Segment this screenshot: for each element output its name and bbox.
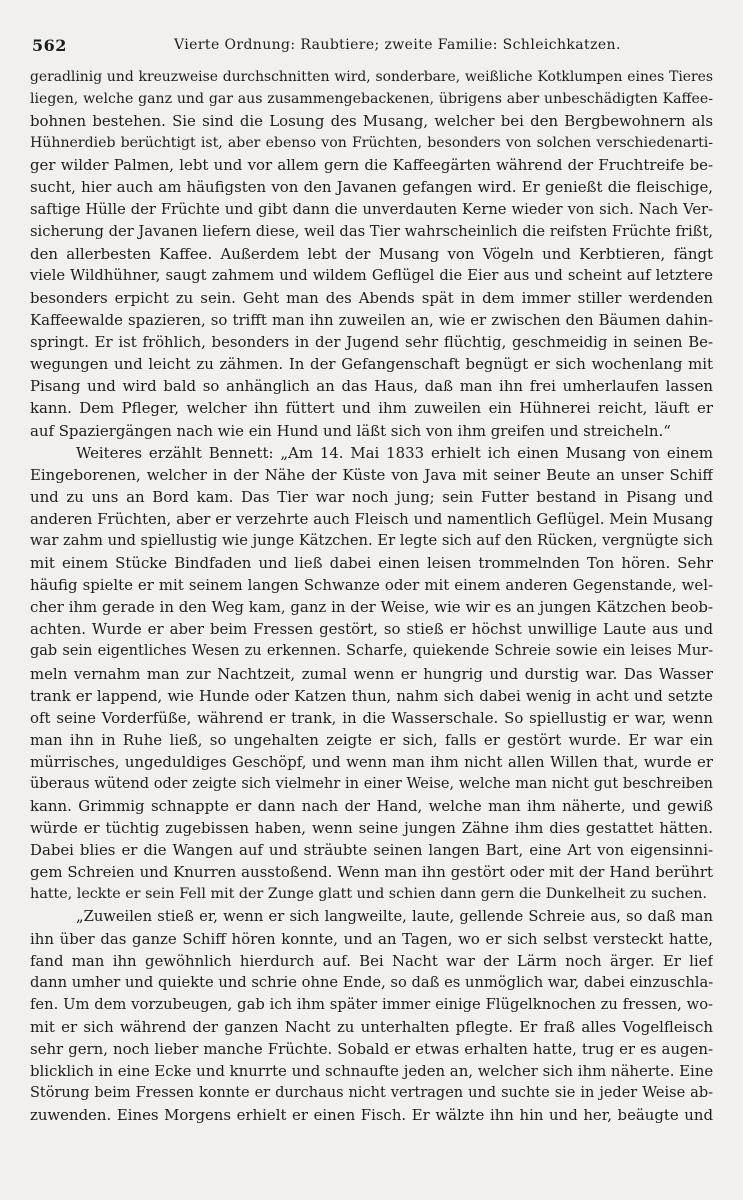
text-line: dann umher und quiekte und schrie ohne Ende, so daß es unmöglich war, dabei einzuschla- <box>30 973 713 991</box>
running-head: Vierte Ordnung: Raubtiere; zweite Familie: Schleichkatzen. <box>174 37 621 53</box>
text-line: mit einem Stücke Bindfaden und ließ dabei einen leisen trommelnden Ton hören. Sehr <box>30 554 713 573</box>
text-line: wegungen und leicht zu zähmen. In der Gefangenschaft begnügt er sich wochenlang mit <box>30 355 713 374</box>
text-line: besonders erpicht zu sein. Geht man des Abends spät in dem immer stiller werdenden <box>30 288 713 307</box>
text-line: würde er tüchtig zugebissen haben, wenn seine jungen Zähne ihm dies gestattet hätten. <box>30 819 713 838</box>
text-line: gem Schreien und Knurren ausstoßend. Wenn man ihn gestört oder mit der Hand berührt <box>30 863 713 882</box>
text-line: viele Wildhühner, saugt zahmem und wildem Geflügel die Eier aus und scheint auf letztere <box>30 266 713 284</box>
text-line: Hühnerdieb berüchtigt ist, aber ebenso von Früchten, besonders von solchen verschiedenarti- <box>30 135 713 152</box>
text-line: häufig spielte er mit seinem langen Schwanze oder mit einem anderen Gegenstande, wel- <box>30 576 713 595</box>
page-number: 562 <box>32 36 67 55</box>
text-line: gab sein eigentliches Wesen zu erkennen. Scharfe, quiekende Schreie sowie ein leises Mur- <box>30 643 713 660</box>
text-line: und zu uns an Bord kam. Das Tier war noch jung; sein Futter bestand in Pisang und <box>30 487 713 506</box>
text-line: oft seine Vorderfüße, während er trank, in die Wasserschale. So spiellustig er war, wenn <box>30 708 713 727</box>
text-line: sicherung der Javanen liefern diese, weil das Tier wahrscheinlich die reifsten Früchte frißt, <box>30 222 713 240</box>
text-line: bohnen bestehen. Sie sind die Losung des Musang, welcher bei den Bergbewohnern als <box>30 112 713 131</box>
text-line: meln vernahm man zur Nachtzeit, zumal wenn er hungrig und durstig war. Das Wasser <box>30 664 713 683</box>
text-line: zuwenden. Eines Morgens erhielt er einen Fisch. Er wälzte ihn hin und her, beäugte und <box>30 1106 713 1125</box>
text-line: Störung beim Fressen konnte er durchaus nicht vertragen und suchte sie in jeder Weise ab- <box>30 1085 713 1102</box>
text-line: geradlinig und kreuzweise durchschnitten wird, sonderbare, weißliche Kotklumpen eines Tieres <box>30 69 713 85</box>
text-line: cher ihm gerade in den Weg kam, ganz in der Weise, wie wir es an jungen Kätzchen beob- <box>30 598 713 617</box>
text-line: den allerbesten Kaffee. Außerdem lebt der Musang von Vögeln und Kerbtieren, fängt <box>30 244 713 263</box>
text-line: sucht, hier auch am häufigsten von den Javanen gefangen wird. Er genießt die fleischige, <box>30 178 713 197</box>
text-line: mürrisches, ungeduldiges Geschöpf, und wenn man ihm nicht allen Willen that, wurde er <box>30 752 713 771</box>
text-line: auf Spaziergängen nach wie ein Hund und läßt sich von ihm greifen und streicheln.“ <box>30 421 671 440</box>
text-line: sehr gern, noch lieber manche Früchte. Sobald er etwas erhalten hatte, trug er es augen- <box>30 1040 713 1059</box>
text-line: springt. Er ist fröhlich, besonders in der Jugend sehr flüchtig, geschmeidig in seinen Be- <box>30 333 713 352</box>
text-line: Pisang und wird bald so anhänglich an das Haus, daß man ihn frei umherlaufen lassen <box>30 377 713 396</box>
text-line: kann. Grimmig schnappte er dann nach der Hand, welche man ihm näherte, und gewiß <box>30 797 713 816</box>
text-line: achten. Wurde er aber beim Fressen gestört, so stieß er höchst unwillige Laute aus und <box>30 620 713 639</box>
text-line: war zahm und spiellustig wie junge Kätzchen. Er legte sich auf den Rücken, vergnügte sich <box>30 531 713 549</box>
text-line: liegen, welche ganz und gar aus zusammengebackenen, übrigens aber unbeschädigten Kaffee- <box>30 91 713 108</box>
text-line: ger wilder Palmen, lebt und vor allem gern die Kaffeegärten während der Fruchtreife be- <box>30 156 713 175</box>
text-line: Weiteres erzählt Bennett: „Am 14. Mai 1833 erhielt ich einen Musang von einem <box>76 443 713 462</box>
text-line: blicklich in eine Ecke und knurrte und schnaufte jeden an, welcher sich ihm näherte. Eine <box>30 1062 713 1081</box>
text-line: fand man ihn gewöhnlich hierdurch auf. Bei Nacht war der Lärm noch ärger. Er lief <box>30 951 713 970</box>
text-line: fen. Um dem vorzubeugen, gab ich ihm später immer einige Flügelknochen zu fressen, wo- <box>30 995 713 1013</box>
text-line: man ihn in Ruhe ließ, so ungehalten zeigte er sich, falls er gestört wurde. Er war ein <box>30 730 713 749</box>
text-line: anderen Früchten, aber er verzehrte auch Fleisch und namentlich Geflügel. Mein Musang <box>30 509 713 528</box>
text-line: Eingeborenen, welcher in der Nähe der Küste von Java mit seiner Beute an unser Schiff <box>30 465 713 484</box>
text-line: saftige Hülle der Früchte und gibt dann die unverdauten Kerne wieder von sich. Nach Ver- <box>30 200 713 218</box>
text-line: ihn über das ganze Schiff hören konnte, und an Tagen, wo er sich selbst versteckt hatte, <box>30 929 713 948</box>
text-line: mit er sich während der ganzen Nacht zu unterhalten pflegte. Er fraß alles Vogelfleisch <box>30 1018 713 1037</box>
page-header <box>32 36 712 58</box>
text-line: hatte, leckte er sein Fell mit der Zunge glatt und schien dann gern die Dunkelheit zu suchen. <box>30 886 708 903</box>
text-line: kann. Dem Pfleger, welcher ihn füttert und ihm zuweilen ein Hühnerei reicht, läuft er <box>30 399 713 418</box>
text-line: Dabei blies er die Wangen auf und sträubte seinen langen Bart, eine Art von eigensinni- <box>30 841 713 860</box>
body-text <box>30 66 713 1127</box>
text-line: Kaffeewalde spazieren, so trifft man ihn zuweilen an, wie er zwischen den Bäumen dahin- <box>30 311 713 330</box>
text-line: trank er lappend, wie Hunde oder Katzen thun, nahm sich dabei wenig in acht und setzte <box>30 686 713 705</box>
text-line: „Zuweilen stieß er, wenn er sich langweilte, laute, gellende Schreie aus, so daß man <box>76 907 713 925</box>
text-line: überaus wütend oder zeigte sich vielmehr in einer Weise, welche man nicht gut beschreiben <box>30 776 713 792</box>
